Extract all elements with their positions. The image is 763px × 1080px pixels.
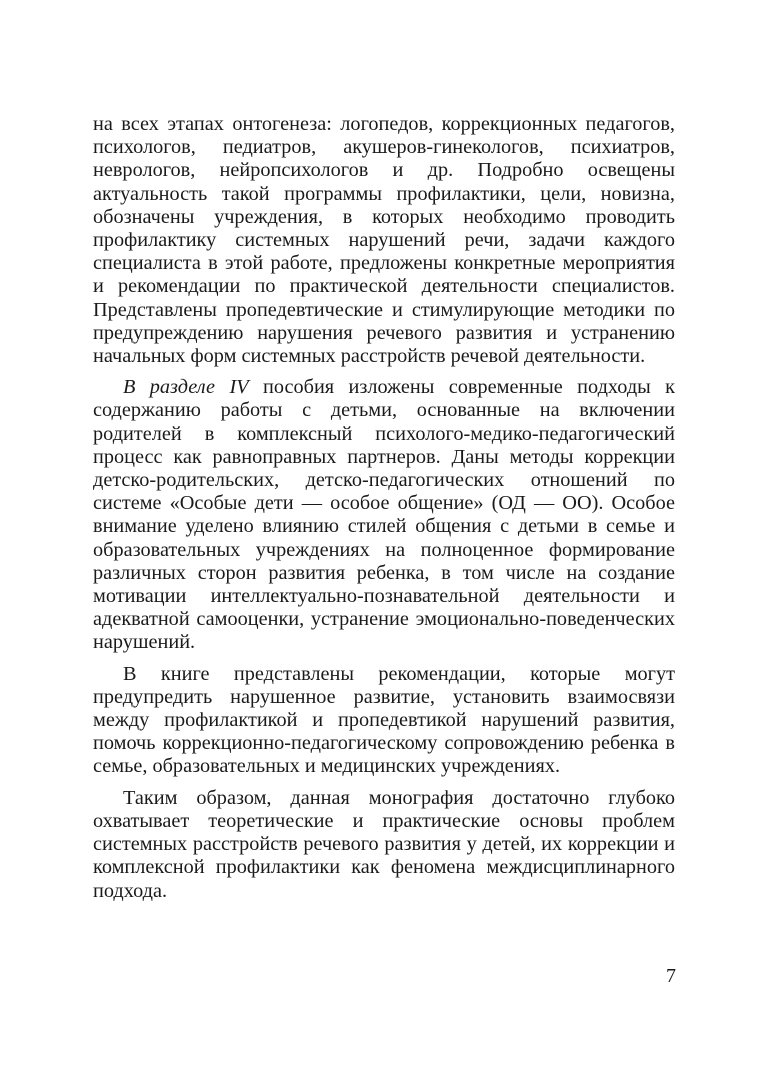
paragraph-3: В книге представлены рекомендации, которые могут предупредить нарушенное развитие, установить взаимосвязи между профилактикой и пропедевтикой нарушений развития, помочь коррекционно-педагогическому сопровождению ребенка в семье, образовательных и медицинских учреждениях. [93, 662, 675, 778]
body-text [93, 113, 675, 903]
paragraph-1: на всех этапах онтогенеза: логопедов, коррекционных педагогов, психологов, педиатров, акушеров-гинекологов, психиатров, неврологов, нейропсихологов и др. Подробно освещены актуальность такой программы профилактики, цели, новизна, обозначены учреждения, в которых необходимо проводить профилактику системных нарушений речи, задачи каждого специалиста в этой работе, предложены конкретные мероприятия и рекомендации по практической деятельности специалистов. Представлены пропедевтические и стимулирующие методики по предупреждению нарушения речевого развития и устранению начальных форм системных расстройств речевой деятельности. [93, 113, 675, 368]
page-number: 7 [666, 965, 676, 987]
paragraph-2-text: пособия изложены современные подходы к содержанию работы с детьми, основанные на включении родителей в комплексный психолого-медико-педагогический процесс как равноправных партнеров. Даны методы коррекции детско-родительских, детско-педагогических отношений по системе «Особые дети — особое общение» (ОД — ОО). Особое внимание уделено влиянию стилей общения с детьми в семье и образовательных учреждениях на полноценное формирование различных сторон развития ребенка, в том числе на создание мотивации интеллектуально-познавательной деятельности и адекватной самооценки, устранение эмоционально-поведенческих нарушений. [93, 376, 676, 654]
section-reference-italic: В разделе IV [123, 376, 249, 399]
paragraph-2 [93, 376, 675, 654]
paragraph-4: Таким образом, данная монография достаточно глубоко охватывает теоретические и практические основы проблем системных расстройств речевого развития у детей, их коррекции и комплексной профилактики как феномена междисциплинарного подхода. [93, 786, 675, 902]
